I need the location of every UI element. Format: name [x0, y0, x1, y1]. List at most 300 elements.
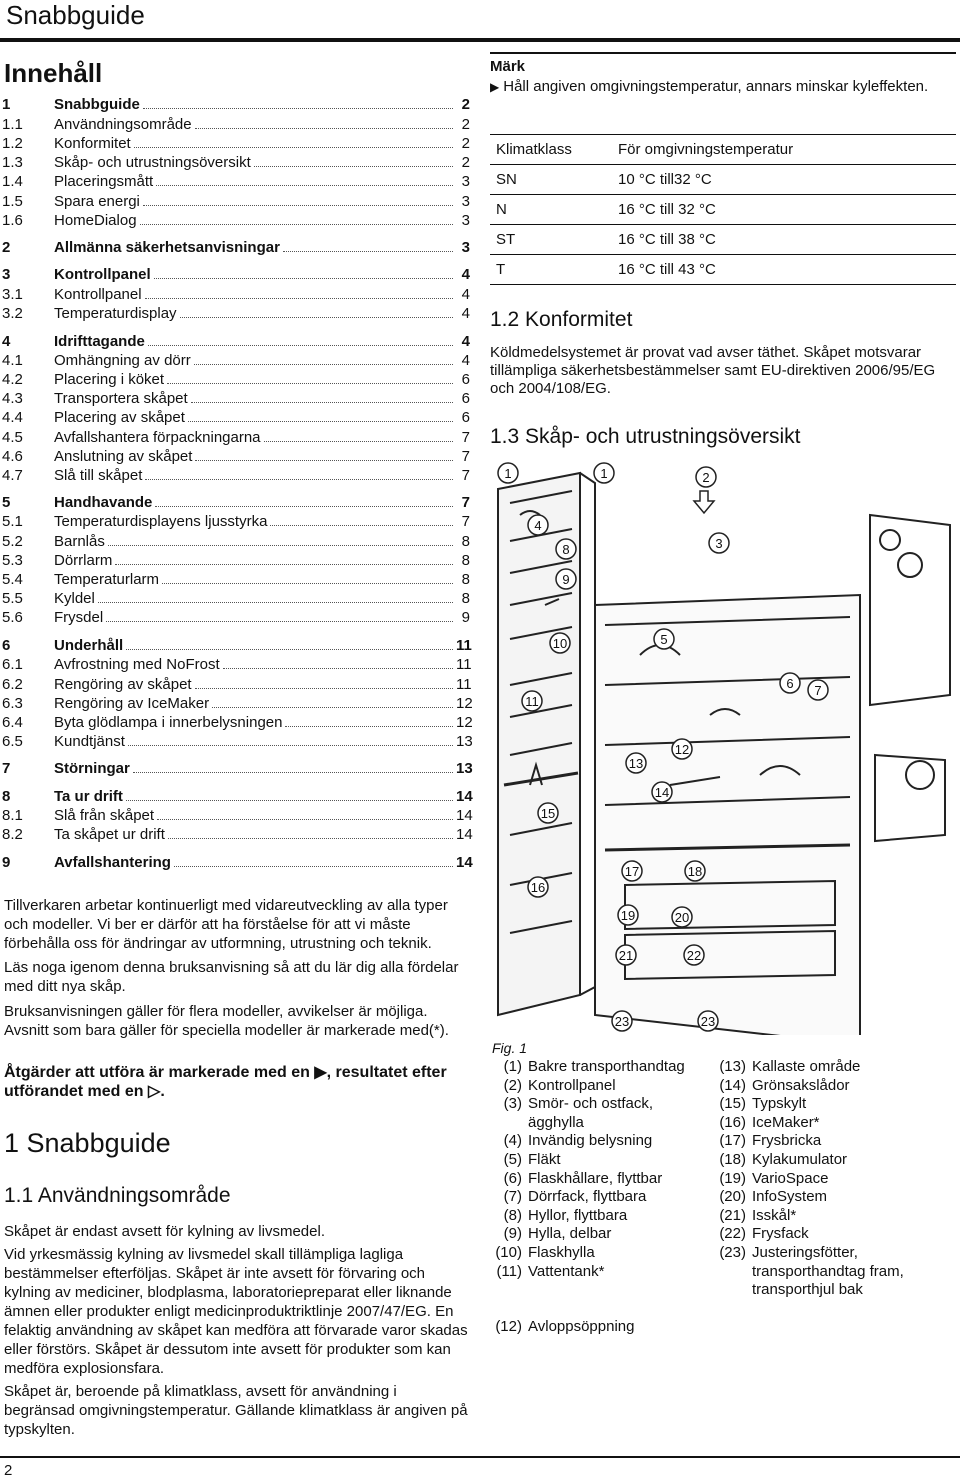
toc-entry-label: Temperaturdisplayens ljusstyrka: [54, 513, 268, 530]
toc-entry-label: Omhängning av dörr: [54, 352, 191, 369]
callout-number: 15: [540, 806, 556, 821]
callout-number: 20: [674, 910, 690, 925]
toc-dot-leader: [223, 668, 453, 669]
legend-number: (16): [719, 1113, 746, 1131]
toc-entry-number: 6: [2, 637, 11, 654]
legend-item: [492, 1058, 708, 1077]
toc-entry[interactable]: [2, 305, 470, 324]
cabinet-illustration: [498, 473, 595, 1015]
toc-entry[interactable]: [2, 154, 470, 173]
legend-item: [716, 1244, 960, 1300]
toc-entry-number: 5.4: [2, 571, 23, 588]
toc-entry-page: 2: [461, 116, 470, 133]
toc-dot-leader: [194, 364, 453, 365]
toc-entry-number: 3.1: [2, 286, 23, 303]
toc-dot-leader: [212, 707, 453, 708]
toc-entry-page: 8: [461, 533, 470, 550]
toc-dot-leader: [108, 545, 453, 546]
toc-entry-label: Barnlås: [54, 533, 105, 550]
toc-entry-page: 2: [461, 96, 470, 113]
legend-text: Kallaste område: [752, 1058, 861, 1075]
toc-dot-leader: [148, 345, 453, 346]
toc-dot-leader: [128, 745, 453, 746]
toc-entry[interactable]: [2, 760, 473, 779]
intro-paragraph-1: Tillverkaren arbetar kontinuerligt med vidareutveckling av alla typer och modeller. Vi ber er därför att ha förståelse för att vi måste förbehålla oss för ändringar av utformning, utrustning och teknik.: [4, 897, 448, 952]
footer-rule: [0, 1456, 960, 1458]
toc-dot-leader: [180, 317, 453, 318]
toc-dot-leader: [106, 621, 453, 622]
toc-entry[interactable]: [2, 212, 470, 231]
legend-text: InfoSystem: [752, 1188, 828, 1206]
toc-dot-leader: [143, 108, 453, 109]
legend-text: Dörrfack, flyttbara: [528, 1188, 647, 1206]
note-text: [490, 78, 956, 96]
legend-number: (17): [719, 1132, 746, 1150]
toc-entry-page: 7: [461, 448, 470, 465]
toc-entry-label: Slå till skåpet: [54, 467, 143, 484]
climate-class-table: [490, 134, 956, 285]
callout-number: 8: [562, 542, 570, 557]
toc-entry-number: 4.3: [2, 390, 23, 407]
toc-entry-label: Avfrostning med NoFrost: [54, 656, 220, 673]
legend-item: [716, 1170, 960, 1189]
toc-entry-page: 14: [456, 788, 473, 805]
toc-entry-number: 3: [2, 266, 11, 283]
callout-number: 7: [814, 683, 822, 698]
toc-dot-leader: [195, 460, 453, 461]
toc-entry-label: Kyldel: [54, 590, 95, 607]
toc-entry-page: 8: [461, 552, 470, 569]
toc-entry-number: 5.6: [2, 609, 23, 626]
legend-item: [492, 1132, 708, 1151]
callout-number: 1: [504, 466, 512, 481]
toc-entry-label: Avfallshantera förpackningarna: [54, 429, 261, 446]
toc-entry-number: 5.1: [2, 513, 23, 530]
toc-dot-leader: [157, 819, 453, 820]
toc-entry-label: Idrifttagande: [54, 333, 145, 350]
toc-entry-label: Snabbguide: [54, 96, 140, 113]
toc-entry[interactable]: [2, 656, 470, 675]
toc-entry-label: Spara energi: [54, 193, 140, 210]
legend-text: Grönsakslådor: [752, 1076, 850, 1094]
intro-paragraph-3: Bruksanvisningen gäller för flera modeller, avvikelser är möjliga. Avsnitt som bara gäller för speciella modeller är markerade med(*).: [4, 1003, 449, 1039]
toc-entry[interactable]: [2, 173, 470, 192]
toc-entry-page: 14: [456, 854, 473, 871]
toc-dot-leader: [126, 649, 453, 650]
toc-entry-label: Handhavande: [54, 494, 153, 511]
toc-entry[interactable]: [2, 733, 473, 752]
toc-entry-page: 3: [461, 239, 470, 256]
toc-dot-leader: [188, 421, 453, 422]
table-row: [490, 195, 956, 225]
toc-entry-label: Skåp- och utrustningsöversikt: [54, 154, 251, 171]
figure-label: Fig. 1: [492, 1040, 528, 1056]
toc-entry-label: Placeringsmått: [54, 173, 154, 190]
legend-number: (1): [503, 1058, 522, 1075]
section-1-1-paragraph-2: Vid yrkesmässig kylning av livsmedel skall tillämpliga lagliga bestämmelser efterföljas. Skåpet är inte avsett för förvaring och kylning av mediciner, blodplasma, laboratoriepreparat eller liknande ämnen eller produkter enligt medicinproduktriktlinje 2007/47/EG. En felaktig användning av skåpet kan medföra att förvarade varor skadas eller förstörs. Skåpet är dessutom inte avsett för produkter som kan medföra explosionsfara.: [4, 1246, 468, 1377]
toc-entry[interactable]: [2, 513, 470, 532]
legend-item: [716, 1077, 960, 1096]
toc-entry-page: 6: [461, 390, 470, 407]
legend-text: Kylakumulator: [752, 1150, 848, 1168]
legend-text: Hylla, delbar: [528, 1225, 612, 1243]
callout-number: 23: [614, 1014, 630, 1029]
toc-entry-number: 7: [2, 760, 11, 777]
table-cell: 16 °C till 38 °C: [612, 225, 956, 255]
toc-entry[interactable]: [2, 552, 470, 571]
legend-item: [716, 1132, 960, 1151]
toc-entry[interactable]: [2, 695, 473, 714]
toc-entry-label: Placering av skåpet: [54, 409, 185, 426]
down-arrow-icon: [694, 491, 714, 513]
toc-entry-page: 2: [461, 135, 470, 152]
note-label: Märk: [490, 58, 526, 75]
toc-entry[interactable]: [2, 714, 473, 733]
legend-number: (21): [719, 1206, 746, 1224]
toc-entry[interactable]: [2, 609, 470, 628]
toc-entry-number: 8.2: [2, 826, 23, 843]
legend-right: [716, 1058, 960, 1300]
legend-item: [716, 1095, 960, 1114]
toc-entry-page: 4: [461, 333, 470, 350]
toc-entry-label: Kontrollpanel: [54, 286, 142, 303]
toc-dot-leader: [140, 224, 453, 225]
toc-entry-number: 6.3: [2, 695, 23, 712]
legend-text: Avloppsöppning: [528, 1318, 635, 1336]
toc-entry-number: 1.5: [2, 193, 23, 210]
callout-number: 2: [702, 470, 710, 485]
legend-text: Vattentank*: [528, 1262, 605, 1280]
toc-dot-leader: [98, 602, 453, 603]
toc-entry-label: Placering i köket: [54, 371, 165, 388]
toc-entry-page: 3: [461, 212, 470, 229]
toc-entry-label: Avfallshantering: [54, 854, 171, 871]
toc-entry-number: 5.5: [2, 590, 23, 607]
toc-entry-page: 9: [461, 609, 470, 626]
toc-entry-label: Underhåll: [54, 637, 124, 654]
toc-entry[interactable]: [2, 467, 470, 486]
legend-number: (4): [503, 1132, 522, 1150]
toc-dot-leader: [115, 564, 453, 565]
legend-item: [492, 1077, 708, 1096]
toc-entry[interactable]: [2, 116, 470, 135]
table-cell: 16 °C till 43 °C: [612, 255, 956, 285]
toc-entry-page: 7: [461, 467, 470, 484]
toc-entry-page: 3: [461, 173, 470, 190]
toc-entry[interactable]: [2, 239, 470, 258]
legend-number: (9): [503, 1225, 522, 1243]
toc-entry-number: 5.3: [2, 552, 23, 569]
table-cell: 16 °C till 32 °C: [612, 195, 956, 225]
toc-entry[interactable]: [2, 807, 473, 826]
legend-number: (20): [719, 1188, 746, 1206]
callout-number: 11: [525, 694, 539, 709]
toc-entry-number: 8: [2, 788, 11, 805]
legend-left: [492, 1058, 708, 1337]
toc-entry-page: 6: [461, 409, 470, 426]
toc-entry-label: HomeDialog: [54, 212, 137, 229]
toc-entry[interactable]: [2, 409, 470, 428]
page-number: 2: [4, 1462, 13, 1479]
toc-entry-page: 12: [456, 714, 473, 731]
toc-entry-page: 7: [461, 494, 470, 511]
callout-number: 18: [687, 864, 703, 879]
legend-text: IceMaker*: [752, 1113, 820, 1131]
toc-entry-label: Frysdel: [54, 609, 104, 626]
right-column-rule: [490, 52, 956, 54]
legend-item: [492, 1225, 708, 1244]
callout-number: 3: [715, 536, 723, 551]
toc-entry-number: 4.4: [2, 409, 23, 426]
toc-entry-number: 1.1: [2, 116, 23, 133]
action-arrow-icon: ▶: [490, 80, 500, 94]
toc-entry-page: 4: [461, 266, 470, 283]
toc-dot-leader: [195, 128, 453, 129]
toc-dot-leader: [191, 402, 453, 403]
toc-entry-page: 11: [456, 637, 472, 654]
callout-number: 13: [628, 756, 644, 771]
toc-entry-number: 4.2: [2, 371, 23, 388]
toc-dot-leader: [270, 525, 453, 526]
toc-dot-leader: [254, 166, 453, 167]
toc-dot-leader: [134, 147, 453, 148]
legend-item: [492, 1318, 708, 1337]
legend-number: (5): [503, 1150, 522, 1168]
table-cell: 10 °C till32 °C: [612, 165, 956, 195]
toc-dot-leader: [133, 772, 453, 773]
toc-entry[interactable]: [2, 371, 470, 390]
toc-entry-label: Konformitet: [54, 135, 131, 152]
toc-entry-number: 6.4: [2, 714, 23, 731]
toc-dot-leader: [264, 441, 453, 442]
legend-item: [716, 1225, 960, 1244]
legend-item: [492, 1170, 708, 1189]
toc-entry-page: 2: [461, 154, 470, 171]
conformity-text: Köldmedelsystemet är provat vad avser täthet. Skåpet motsvarar tillämpliga säkerhetsbestämmelser samt EU-direktiven 2006/95/EG och 2004/108/EG.: [490, 344, 936, 397]
toc-entry-label: Rengöring av skåpet: [54, 676, 192, 693]
toc-entry[interactable]: [2, 676, 470, 695]
callout-number: 23: [700, 1014, 716, 1029]
legend-item: [716, 1207, 960, 1226]
section-1-1-paragraph-1: Skåpet är endast avsett för kylning av livsmedel.: [4, 1223, 325, 1240]
toc-dot-leader: [195, 688, 453, 689]
legend-number: (6): [503, 1169, 522, 1187]
toc-entry-page: 13: [456, 733, 473, 750]
callout-number: 12: [674, 742, 690, 757]
toc-entry-page: 6: [461, 371, 470, 388]
toc-dot-leader: [155, 506, 453, 507]
conformity-heading: 1.2 Konformitet: [490, 308, 633, 331]
fridge-overview-diagram: [490, 455, 960, 1035]
legend-text: Bakre transporthandtag: [528, 1058, 685, 1075]
section-1-heading: 1 Snabbguide: [4, 1128, 171, 1158]
callout-number: 17: [624, 864, 640, 879]
toc-entry-page: 14: [456, 826, 473, 843]
toc-entry-number: 4: [2, 333, 11, 350]
toc-entry[interactable]: [2, 96, 470, 115]
legend-number: (23): [719, 1243, 746, 1261]
table-row: [490, 165, 956, 195]
toc-entry[interactable]: [2, 533, 470, 552]
legend-number: (2): [503, 1076, 522, 1094]
legend-text: Smör- och ostfack, ägghylla: [528, 1095, 654, 1131]
toc-dot-leader: [174, 866, 453, 867]
toc-entry-number: 4.1: [2, 352, 23, 369]
toc-entry-number: 6.1: [2, 656, 23, 673]
legend-text: Typskylt: [752, 1095, 807, 1113]
toc-entry-number: 1.2: [2, 135, 23, 152]
callout-number: 21: [618, 948, 634, 963]
toc-entry-number: 6.5: [2, 733, 23, 750]
callout-number: 19: [620, 908, 636, 923]
toc-entry-number: 9: [2, 854, 11, 871]
toc-dot-leader: [283, 251, 453, 252]
toc-entry-page: 4: [461, 286, 470, 303]
legend-text: Kontrollpanel: [528, 1076, 616, 1094]
callout-number: 22: [686, 948, 702, 963]
toc-dot-leader: [168, 838, 453, 839]
legend-text: Flaskhållare, flyttbar: [528, 1169, 663, 1187]
toc-entry-number: 4.6: [2, 448, 23, 465]
toc-entry-label: Byta glödlampa i innerbelysningen: [54, 714, 283, 731]
toc-entry-label: Kontrollpanel: [54, 266, 151, 283]
toc-entry[interactable]: [2, 637, 470, 656]
toc-entry-number: 1.4: [2, 173, 23, 190]
table-row: [490, 225, 956, 255]
callout-number: 1: [600, 466, 608, 481]
legend-text: Frysfack: [752, 1225, 809, 1243]
table-cell: ST: [490, 225, 612, 255]
toc-entry[interactable]: [2, 571, 470, 590]
legend-number: (12): [495, 1318, 522, 1336]
table-header-row: [490, 135, 956, 165]
legend-number: (18): [719, 1150, 746, 1168]
legend-number: (19): [719, 1169, 746, 1187]
toc-dot-leader: [126, 800, 453, 801]
toc-entry-label: Ta ur drift: [54, 788, 123, 805]
legend-number: (7): [503, 1188, 522, 1206]
legend-text: Frysbricka: [752, 1132, 822, 1150]
legend-text: Fläkt: [528, 1150, 561, 1168]
toc-entry-label: Temperaturlarm: [54, 571, 160, 588]
toc-entry[interactable]: [2, 135, 470, 154]
toc-entry-label: Temperaturdisplay: [54, 305, 177, 322]
table-row: [490, 255, 956, 285]
table-header-cell: För omgivningstemperatur: [612, 135, 956, 165]
toc-entry-number: 1: [2, 96, 11, 113]
toc-entry-number: 6.2: [2, 676, 23, 693]
legend-number: (8): [503, 1206, 522, 1224]
toc-dot-leader: [143, 205, 453, 206]
toc-entry[interactable]: [2, 494, 470, 513]
callout-number: 9: [562, 572, 570, 587]
toc-entry-label: Ta skåpet ur drift: [54, 826, 165, 843]
legend-number: (3): [503, 1095, 522, 1113]
toc-entry-label: Dörrlarm: [54, 552, 113, 569]
toc-entry-page: 11: [456, 656, 472, 673]
toc-entry-label: Kundtjänst: [54, 733, 125, 750]
toc-dot-leader: [154, 278, 453, 279]
toc-entry-label: Användningsområde: [54, 116, 192, 133]
toc-entry-number: 1.3: [2, 154, 23, 171]
toc-entry-number: 8.1: [2, 807, 23, 824]
toc-entry[interactable]: [2, 193, 470, 212]
toc-entry[interactable]: [2, 333, 470, 352]
legend-item: [716, 1114, 960, 1133]
legend-text: Flaskhylla: [528, 1243, 595, 1261]
toc-entry[interactable]: [2, 854, 473, 873]
callout-number: 5: [660, 632, 668, 647]
toc-entry-label: Allmänna säkerhetsanvisningar: [54, 239, 280, 256]
toc-dot-leader: [285, 726, 453, 727]
toc-entry[interactable]: [2, 590, 470, 609]
intro-paragraph-2: Läs noga igenom denna bruksanvisning så att du lär dig alla fördelar med ditt nya skåp.: [4, 959, 459, 995]
toc-entry-number: 4.7: [2, 467, 23, 484]
toc-entry-page: 4: [461, 352, 470, 369]
section-1-1-paragraph-3: Skåpet är, beroende på klimatklass, avsett för användning i begränsad omgivningstemperatur. Gällande klimatklass är angiven på typskylten.: [4, 1383, 468, 1438]
legend-text: Isskål*: [752, 1206, 797, 1224]
legend-text: VarioSpace: [752, 1169, 829, 1187]
callout-number: 16: [530, 880, 546, 895]
toc-entry[interactable]: [2, 390, 470, 409]
toc-entry-page: 8: [461, 590, 470, 607]
toc-entry-label: Störningar: [54, 760, 130, 777]
toc-entry-page: 13: [456, 760, 473, 777]
legend-item: [716, 1151, 960, 1170]
legend-item: [716, 1188, 960, 1207]
header-rule: [0, 38, 960, 42]
callout-number: 6: [786, 676, 794, 691]
table-header-cell: Klimatklass: [490, 135, 612, 165]
toc-entry[interactable]: [2, 352, 470, 371]
toc-entry[interactable]: [2, 266, 470, 285]
legend-item: [492, 1151, 708, 1170]
toc-entry-page: 3: [461, 193, 470, 210]
toc-entry-page: 11: [456, 676, 472, 693]
toc-entry-number: 4.5: [2, 429, 23, 446]
toc-dot-leader: [145, 298, 453, 299]
toc-entry[interactable]: [2, 788, 473, 807]
overview-heading: 1.3 Skåp- och utrustningsöversikt: [490, 425, 801, 448]
toc-entry-number: 2: [2, 239, 11, 256]
toc-entry-page: 12: [456, 695, 473, 712]
legend-text: Invändig belysning: [528, 1132, 653, 1150]
toc-dot-leader: [156, 185, 453, 186]
note-body: Håll angiven omgivningstemperatur, annars minskar kyleffekten.: [503, 78, 929, 95]
table-cell: T: [490, 255, 612, 285]
toc-entry[interactable]: [2, 286, 470, 305]
toc-entry[interactable]: [2, 429, 470, 448]
toc-entry-label: Rengöring av IceMaker: [54, 695, 210, 712]
toc-entry-number: 3.2: [2, 305, 23, 322]
legend-number: (15): [719, 1095, 746, 1113]
legend-number: (10): [495, 1243, 522, 1261]
callout-number: 10: [552, 636, 568, 651]
toc-entry-number: 1.6: [2, 212, 23, 229]
toc-entry-page: 7: [461, 429, 470, 446]
toc-entry[interactable]: [2, 448, 470, 467]
legend-item: [492, 1244, 708, 1263]
toc-entry-label: Anslutning av skåpet: [54, 448, 193, 465]
legend-item: [492, 1095, 708, 1132]
legend-text: Hyllor, flyttbara: [528, 1206, 628, 1224]
toc-entry[interactable]: [2, 826, 473, 845]
toc-heading: Innehåll: [4, 58, 103, 88]
toc-entry-number: 5: [2, 494, 11, 511]
toc-entry-page: 4: [461, 305, 470, 322]
page-header-title: Snabbguide: [6, 0, 145, 30]
legend-number: (14): [719, 1076, 746, 1094]
